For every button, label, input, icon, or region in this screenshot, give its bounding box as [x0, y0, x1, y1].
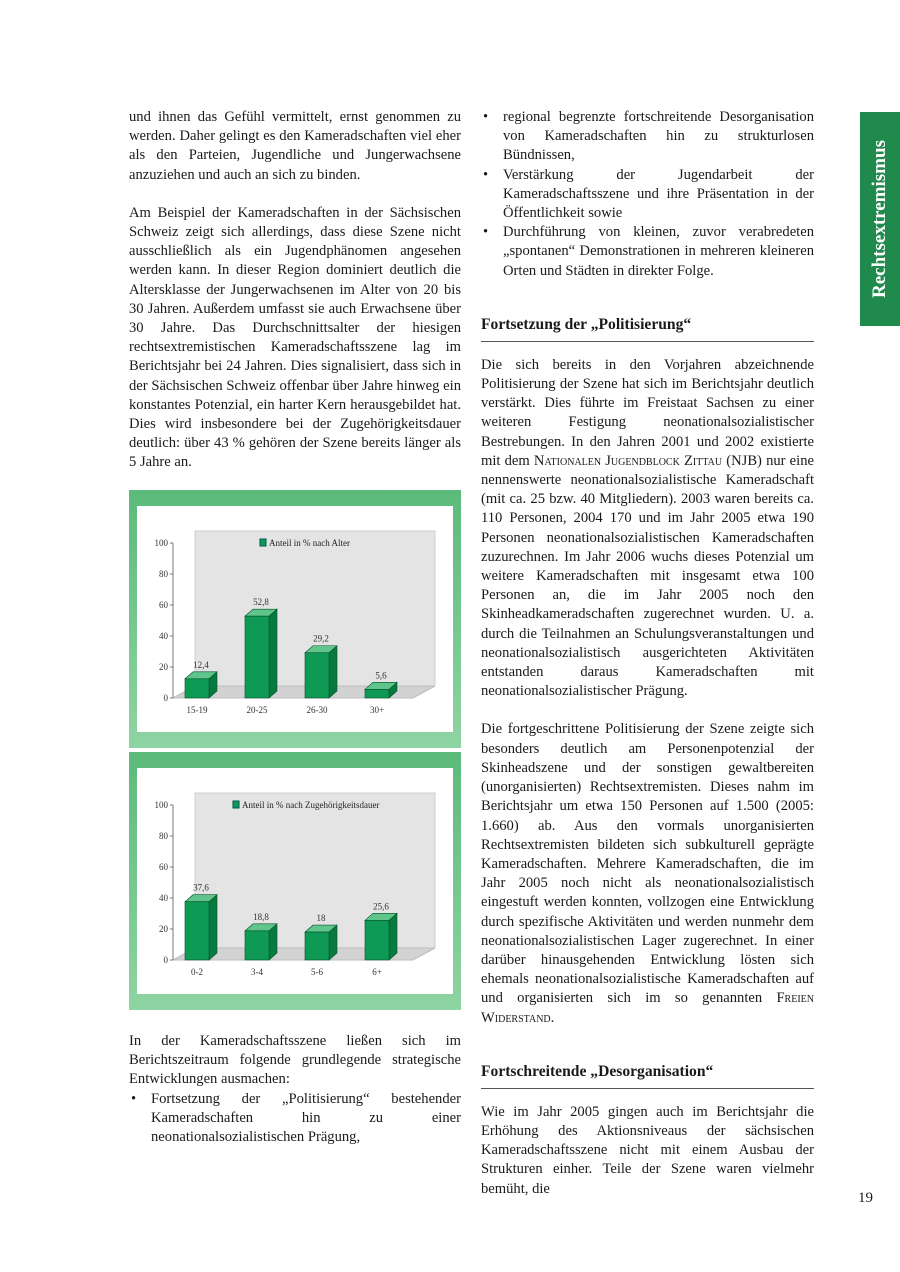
- y-tick-label: 100: [154, 800, 168, 810]
- x-tick-label: 20-25: [246, 705, 268, 715]
- list-item: [481, 166, 814, 224]
- chart-age: [137, 506, 453, 732]
- bar: [245, 616, 269, 698]
- x-tick-label: 3-4: [251, 967, 263, 977]
- bar: [185, 679, 209, 698]
- bar-value-label: 37,6: [193, 882, 209, 893]
- paragraph-text: Die sich bereits in den Vorjahren abzeichnende Politisierung der Szene hat sich im Berichtsjahr deutlich verstärkt. Dies führte im Freistaat Sachsen zu einer weiteren Festigung neonationalsozialistischer Bestrebungen. In den Jahren 2001 und 2002 existierte mit dem: [481, 356, 814, 469]
- list-item: [481, 223, 814, 281]
- bullet-list: [129, 1090, 461, 1148]
- y-tick-label: 60: [159, 600, 168, 610]
- chart-legend: [233, 800, 379, 810]
- bar-side: [269, 609, 277, 698]
- paragraph: Wie im Jahr 2005 gingen auch im Berichtsjahr die Erhöhung des Aktionsniveaus der sächsischen Kameradschaftsszene nicht mit einem Ausbau der Strukturen einher. Teile der Szene waren vielmehr bemüht, die: [481, 1103, 814, 1197]
- paragraph-text: .: [550, 1009, 555, 1026]
- list-item-text: Durchführung von kleinen, zuvor verabredeten „spontanen“ Demonstrationen in mehreren kleineren Orten und Städten in direkter Folge.: [503, 224, 814, 279]
- plot-back-wall: [195, 793, 435, 948]
- y-tick-label: 20: [159, 924, 168, 934]
- bar-value-label: 18: [316, 913, 326, 924]
- section-heading: Fortschreitende „Desorganisation“: [481, 1062, 814, 1089]
- bar-side: [329, 646, 337, 698]
- bullet-icon: •: [483, 224, 489, 241]
- chart-membership-panel: [137, 768, 453, 994]
- paragraph-text: (NJB) nur eine nennenswerte neonationalsozialistische Kameradschaft (mit ca. 25 bzw. 40 Mitgliedern). 2003 waren bereits ca. 110 Personen, 2004 170 und im Jahr 2005 etwa 190 Personen neonationalsozialistischen Kameradschaften zuzurechnen. Im Jahr 2006 wuchs dieses Potenzial um weitere Kameradschaften mit insgesamt etwa 100 Personen an, die im Jahr 2005 noch den Skinheadkameradschaften zugerechnet wurden. U. a. durch die Teilnahmen an Schulungsveranstaltungen und neonationalsozialistisch ausgerichteten Aktivitäten entstanden daraus Kameradschaften mit neonationalsozialistischer Prägung.: [481, 452, 814, 700]
- section-heading: Fortsetzung der „Politisierung“: [481, 315, 814, 342]
- y-tick-label: 0: [163, 693, 168, 703]
- bar-value-label: 12,4: [193, 659, 209, 670]
- bar-value-label: 5,6: [375, 670, 387, 681]
- chart-legend: [260, 538, 350, 548]
- y-tick-label: 40: [159, 893, 168, 903]
- right-column: [481, 108, 814, 1199]
- bar: [365, 689, 389, 698]
- bullet-icon: •: [131, 1090, 137, 1107]
- section-side-tab: [860, 112, 900, 326]
- paragraph: Am Beispiel der Kameradschaften in der Sächsischen Schweiz zeigt sich allerdings, dass diese Szene nicht ausschließlich als ein Jugendphänomen angesehen werden kann. In dieser Region dominiert deutlich die Altersklasse der Jungerwachsenen im Alter von 20 bis 30 Jahren. Außerdem umfasst sie auch Erwachsene über 30 Jahre. Das Durchschnittsalter der hiesigen rechtsextremistischen Kameradschaftsszene lag im Berichtsjahr bei 24 Jahren. Dies signalisiert, dass sich in der Sächsischen Schweiz offenbar über Jahre hinweg ein konstantes Potenzial, ein harter Kern herausgebildet hat. Dies wird insbesondere bei der Zugehörigkeitsdauer deutlich: über 43 % gehören der Szene bereits länger als 5 Jahre an.: [129, 204, 461, 471]
- paragraph: In der Kameradschaftsszene ließen sich im Berichtszeitraum folgende grundlegende strategische Entwicklungen ausmachen:: [129, 1033, 461, 1088]
- organization-name: Freien Widerstand: [481, 990, 814, 1026]
- y-tick-label: 40: [159, 631, 168, 641]
- y-tick-label: 80: [159, 569, 168, 579]
- paragraph-text: Die fortgeschrittene Politisierung der Szene zeigte sich besonders deutlich am Personenpotenzial der Skinheadszene und der sonstigen gewaltbereiten (unorganisierten) Rechtsextremisten. Dieses nahm im Berichtsjahr um etwa 150 Personen auf 1.500 (2005: 1.660) ab. Aus den vormals unorganisierten Rechtsextremisten bildeten sich subkulturell geprägte Kameradschaften. Mehrere Kameradschaften, die im Jahr 2005 noch nicht als neonationalsozialistisch eingestuft werden konnten, vollzogen eine Entwicklung durch spezifische Aktivitäten und werden nunmehr dem neonationalsozialistischen Lager zugerechnet. In einer darüber hinausgehenden Entwicklung lösten sich ehemals neonationalsozialistische Kameradschaften auf und organisierten sich im so genannten: [481, 721, 814, 1007]
- chart-age-panel: [137, 506, 453, 732]
- bar-value-label: 29,2: [313, 633, 329, 644]
- bar-value-label: 52,8: [253, 597, 269, 608]
- left-column-bottom: [129, 1032, 461, 1147]
- paragraph: [481, 720, 814, 1027]
- bar: [185, 902, 209, 960]
- bullet-icon: •: [483, 109, 489, 125]
- legend-swatch: [260, 539, 266, 546]
- chart-membership: [137, 768, 453, 994]
- legend-label: Anteil in % nach Alter: [269, 538, 350, 548]
- x-tick-label: 15-19: [186, 705, 208, 715]
- y-tick-label: 80: [159, 831, 168, 841]
- list-item-text: Verstärkung der Jugendarbeit der Kameradschaftsszene und ihre Präsentation in der Öffentlichkeit sowie: [503, 166, 814, 222]
- bar-value-label: 25,6: [373, 901, 389, 912]
- chart-age-frame: [129, 490, 461, 748]
- x-tick-label: 30+: [369, 705, 385, 715]
- y-tick-label: 60: [159, 862, 168, 872]
- bar: [245, 931, 269, 960]
- bar-value-label: 18,8: [253, 911, 269, 922]
- chart-membership-frame: [129, 752, 461, 1010]
- bullet-list: [481, 108, 814, 281]
- legend-swatch: [233, 801, 239, 808]
- x-tick-label: 5-6: [311, 967, 323, 977]
- organization-name: Nationalen Jugendblock Zittau: [533, 452, 723, 469]
- x-tick-label: 6+: [372, 967, 382, 977]
- x-tick-label: 26-30: [306, 705, 328, 715]
- paragraph: [481, 356, 814, 702]
- y-tick-label: 100: [154, 538, 168, 548]
- y-tick-label: 0: [163, 955, 168, 965]
- list-item-text: regional begrenzte fortschreitende Desorganisation von Kameradschaften hin zu strukturlosen Bündnissen,: [503, 109, 814, 164]
- bar: [305, 653, 329, 698]
- list-item: [129, 1090, 461, 1148]
- side-tab-label: Rechtsextremismus: [869, 140, 890, 298]
- bar: [365, 920, 389, 960]
- bullet-icon: •: [483, 166, 489, 183]
- bar-side: [389, 913, 397, 960]
- paragraph: und ihnen das Gefühl vermittelt, ernst genommen zu werden. Daher gelingt es den Kameradschaften viel eher als den Parteien, Jugendliche und Jungerwachsene anzuziehen und auch an sich zu binden.: [129, 109, 461, 183]
- bar-side: [209, 895, 217, 960]
- bar: [305, 932, 329, 960]
- page-number: 19: [858, 1190, 873, 1206]
- legend-label: Anteil in % nach Zugehörigkeitsdauer: [242, 800, 380, 810]
- list-item-text: Fortsetzung der „Politisierung“ bestehender Kameradschaften hin zu einer neonationalsozialistischen Prägung,: [151, 1090, 461, 1146]
- x-tick-label: 0-2: [191, 967, 203, 977]
- y-tick-label: 20: [159, 662, 168, 672]
- list-item: [481, 108, 814, 166]
- left-column-top: [129, 108, 461, 473]
